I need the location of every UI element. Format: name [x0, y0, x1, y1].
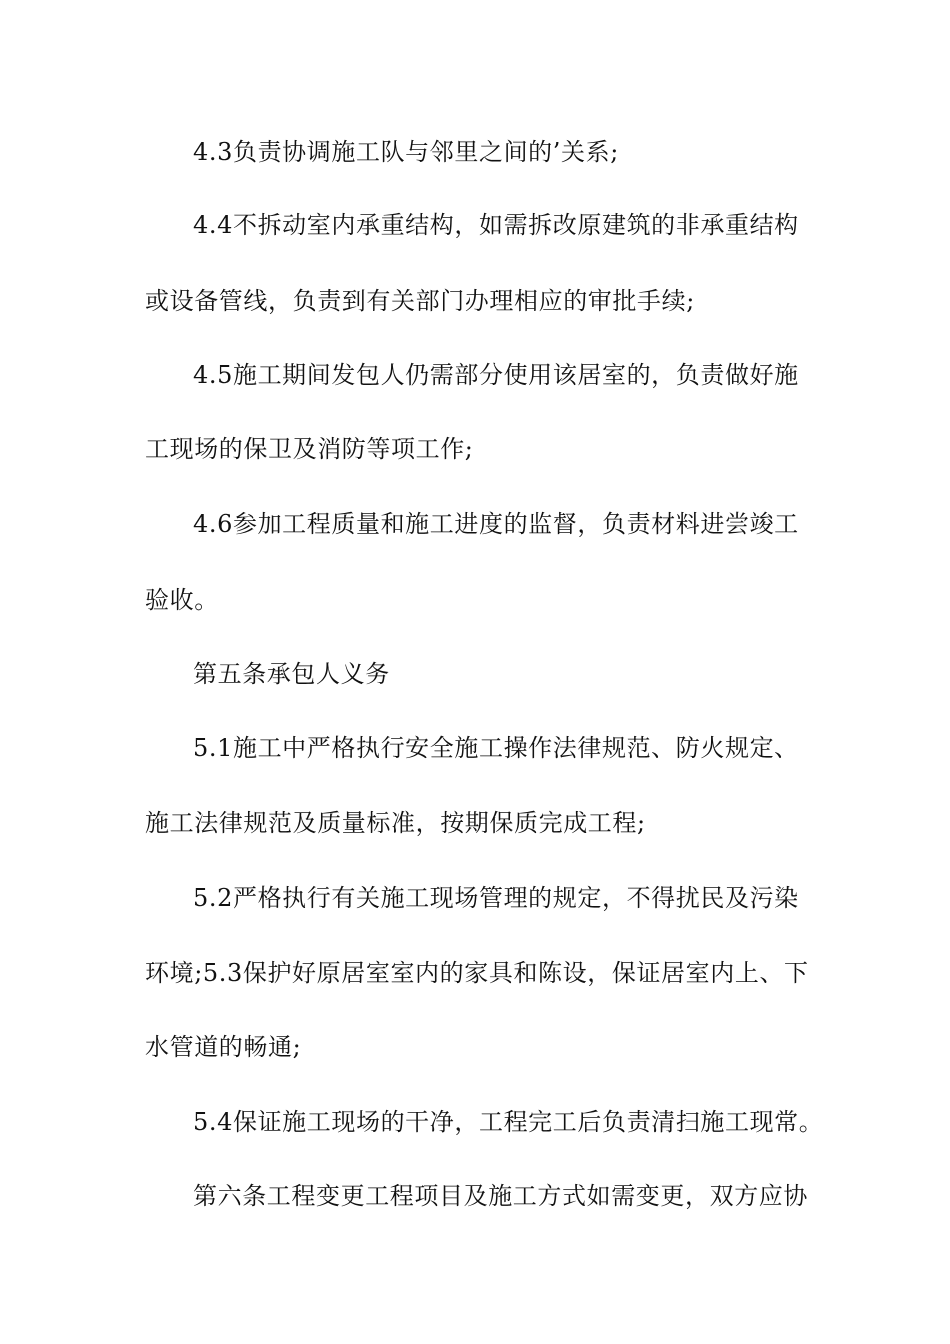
- paragraph-line: 或设备管线，负责到有关部门办理相应的审批手续;: [145, 287, 695, 315]
- paragraph-line: 4.4不拆动室内承重结构，如需拆改原建筑的非承重结构: [193, 211, 799, 239]
- paragraph-line: 4.5施工期间发包人仍需部分使用该居室的，负责做好施: [193, 361, 799, 389]
- paragraph-line: 施工法律规范及质量标准，按期保质完成工程;: [145, 809, 646, 837]
- section-heading: 第六条工程变更工程项目及施工方式如需变更，双方应协: [193, 1182, 808, 1210]
- paragraph-line: 水管道的畅通;: [145, 1033, 302, 1061]
- paragraph-line: 环境;5.3保护好原居室室内的家具和陈设，保证居室内上、下: [145, 959, 809, 987]
- paragraph-line: 5.2严格执行有关施工现场管理的规定，不得扰民及污染: [193, 884, 799, 912]
- paragraph-line: 5.4保证施工现场的干净，工程完工后负责清扫施工现常。: [193, 1108, 824, 1136]
- paragraph-line: 4.3负责协调施工队与邻里之间的’关系;: [193, 138, 619, 166]
- section-heading: 第五条承包人义务: [193, 660, 390, 688]
- paragraph-line: 5.1施工中严格执行安全施工操作法律规范、防火规定、: [193, 734, 799, 762]
- paragraph-line: 验收。: [145, 586, 219, 614]
- paragraph-line: 工现场的保卫及消防等项工作;: [145, 435, 474, 463]
- paragraph-line: 4.6参加工程质量和施工进度的监督，负责材料进尝竣工: [193, 510, 799, 538]
